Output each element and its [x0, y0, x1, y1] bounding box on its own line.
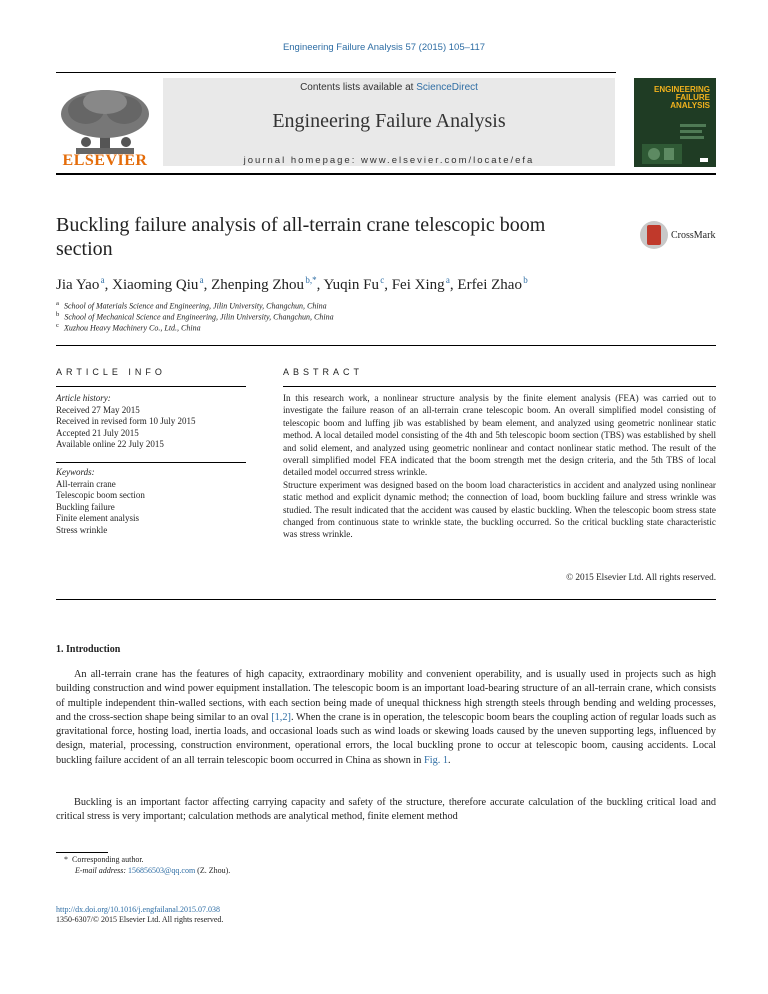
- history-item: Accepted 21 July 2015: [56, 427, 139, 438]
- affiliation-marker[interactable]: b: [523, 275, 528, 285]
- citation-link[interactable]: [1,2]: [271, 711, 291, 723]
- history-label: Article history:: [56, 393, 111, 403]
- affiliation-marker[interactable]: a: [100, 275, 105, 285]
- divider: [56, 599, 716, 600]
- footnote-divider: [56, 852, 108, 853]
- divider: [283, 386, 716, 387]
- journal-title: Engineering Failure Analysis: [272, 110, 506, 132]
- author-name[interactable]: Jia Yao: [56, 277, 100, 293]
- keyword: Telescopic boom section: [56, 490, 145, 501]
- cover-title: ENGINEERING FAILURE ANALYSIS: [653, 85, 710, 110]
- body-text: . When the crane is in operation, the telescopic boom bears the coupling action of regular loads such as gravitational force, hosting load, inertia loads, and occasional loads such as wind loads or skewing loads caused by the uneven supporting legs, influenced by design, material, processing, construction environment, operational errors, the local buckling prone to occur at telescopic boom, causing accidents. Local buckling failure accident of an all terrain telescopic boom occurred in China as shown in: [56, 711, 717, 766]
- journal-cover: [634, 78, 716, 167]
- affiliation-marker[interactable]: a: [199, 275, 204, 285]
- journal-citation[interactable]: Engineering Failure Analysis 57 (2015) 105–117: [282, 42, 486, 53]
- abstract-heading: ABSTRACT: [283, 367, 364, 377]
- divider: [56, 462, 246, 463]
- divider: [56, 386, 246, 387]
- issn-line: 1350-6307/© 2015 Elsevier Ltd. All rights reserved.: [56, 915, 224, 924]
- author-name[interactable]: Xiaoming Qiu: [112, 277, 199, 293]
- copyright: © 2015 Elsevier Ltd. All rights reserved.: [566, 572, 716, 582]
- body-text: An all-terrain crane has the features of high capacity, extraordinary mobility and convenient operability, and is usually used in projects such as high building construction and wind power equipment installation. The telescopic boom is an important load-bearing structure of an all-terrain crane, which consists of multiple independent thin-walled sections, with each section being made of unequal thickness high strength steels through bending and welding processes, and the cross-section shape being similar to an oval: [56, 669, 716, 723]
- figure-link[interactable]: Fig. 1: [424, 754, 449, 766]
- email-label: E-mail address:: [75, 866, 129, 875]
- body-paragraph: [56, 668, 716, 768]
- keyword: Buckling failure: [56, 501, 115, 512]
- affiliation-marker[interactable]: b,*: [305, 275, 317, 285]
- body-text: .: [448, 754, 451, 766]
- contents-line: [163, 82, 615, 93]
- history-item: Received in revised form 10 July 2015: [56, 416, 196, 427]
- section-heading: 1. Introduction: [56, 644, 121, 655]
- email-note: [75, 866, 230, 875]
- abstract-body: [283, 392, 716, 541]
- contents-prefix: Contents lists available at: [300, 82, 417, 93]
- history-item: Received 27 May 2015: [56, 404, 140, 415]
- history-item: Available online 22 July 2015: [56, 439, 164, 450]
- affiliation-text: School of Materials Science and Engineering, Jilin University, Changchun, China: [63, 301, 327, 311]
- abstract-paragraph: Structure experiment was designed based on the boom load characteristics in accident and analyzed using nonlinear static method and explicit dynamic method; the connection of load, boom buckling failure and stress wrinkle was studied. The result indicated that the accident was caused by elastic buckling. When the telescopic boom stress state changed from continuous state to wrinkle state, the buckling occurred. So the critical buckling state characteristic was stress wrinkle.: [283, 479, 716, 540]
- sciencedirect-link[interactable]: ScienceDirect: [416, 82, 478, 93]
- affiliation-marker[interactable]: c: [380, 275, 385, 285]
- article-history: [56, 393, 246, 451]
- article-info-heading: ARTICLE INFO: [56, 367, 166, 377]
- keyword: All-terrain crane: [56, 478, 116, 489]
- keywords: [56, 467, 246, 537]
- keyword: Stress wrinkle: [56, 524, 108, 535]
- header-divider: [56, 173, 716, 175]
- affiliation: [56, 300, 327, 311]
- body-paragraph: Buckling is an important factor affecting carrying capacity and safety of the structure, therefore accurate calculation of the buckling critical load and critical stress is very important; calculation methods are analytical method, finite element method: [56, 797, 716, 823]
- corresponding-author-note: [64, 855, 144, 864]
- email-suffix: (Z. Zhou).: [195, 866, 231, 875]
- footnote-text: Corresponding author.: [72, 855, 144, 864]
- footnote-marker: *: [64, 855, 68, 864]
- affiliation: [56, 322, 201, 333]
- crossmark-bookmark-icon: [647, 225, 661, 245]
- keyword: Finite element analysis: [56, 513, 139, 524]
- email-link[interactable]: 156856503@qq.com: [128, 866, 196, 875]
- affiliation-label: a: [56, 300, 59, 307]
- crossmark-label: CrossMark: [671, 230, 716, 241]
- author-name[interactable]: Zhenping Zhou: [211, 277, 305, 293]
- keywords-label: Keywords:: [56, 467, 95, 477]
- affiliation-label: c: [56, 322, 59, 329]
- affiliation: [56, 311, 334, 322]
- cover-art: [634, 118, 716, 167]
- author-list: Jia Yao $^a$, Xiaoming Qiu $^a$, Zhenping Zhou $^{b,*}$, Yuqin Fu $^c$, Fei Xing $^a$, Erfei Zhao $^b$: [56, 275, 528, 293]
- paper-title: Buckling failure analysis of all-terrain crane telescopic boom section: [56, 214, 546, 260]
- abstract-paragraph: In this research work, a nonlinear structure analysis by the finite element analysis (FEA) was carried out to investigate the failure reason of an all-terrain crane telescopic boom. An overall simplified model consisting of telescopic boom and luffing jib was established by beam element, and analyzed using geometric nonlinear static method. A local detailed model consisting of the 4th and 5th telescopic boom section (TBS) was established by shell and solid element, and analyzed using geometric nonlinear and contact nonlinear static method. The result of the overall simplified model FEA indicated that the boom strength met the design criteria, and the 5th TBS of local detailed model occurred stress wrinkle.: [283, 393, 716, 478]
- affiliation-marker[interactable]: a: [445, 275, 450, 285]
- author-name[interactable]: Fei Xing: [391, 277, 445, 293]
- divider: [56, 345, 716, 346]
- divider: [56, 72, 616, 73]
- journal-homepage[interactable]: journal homepage: www.elsevier.com/locate/efa: [243, 155, 535, 166]
- affiliation-label: b: [56, 311, 60, 318]
- crossmark-badge[interactable]: [640, 221, 730, 251]
- elsevier-wordmark: ELSEVIER: [62, 152, 148, 169]
- author-name[interactable]: Yuqin Fu: [323, 277, 379, 293]
- doi-link[interactable]: http://dx.doi.org/10.1016/j.engfailanal.2015.07.038: [56, 905, 221, 914]
- affiliation-text: Xuzhou Heavy Machinery Co., Ltd., China: [63, 323, 201, 333]
- affiliation-text: School of Mechanical Science and Engineering, Jilin University, Changchun, China: [64, 312, 334, 322]
- author-name[interactable]: Erfei Zhao: [457, 277, 522, 293]
